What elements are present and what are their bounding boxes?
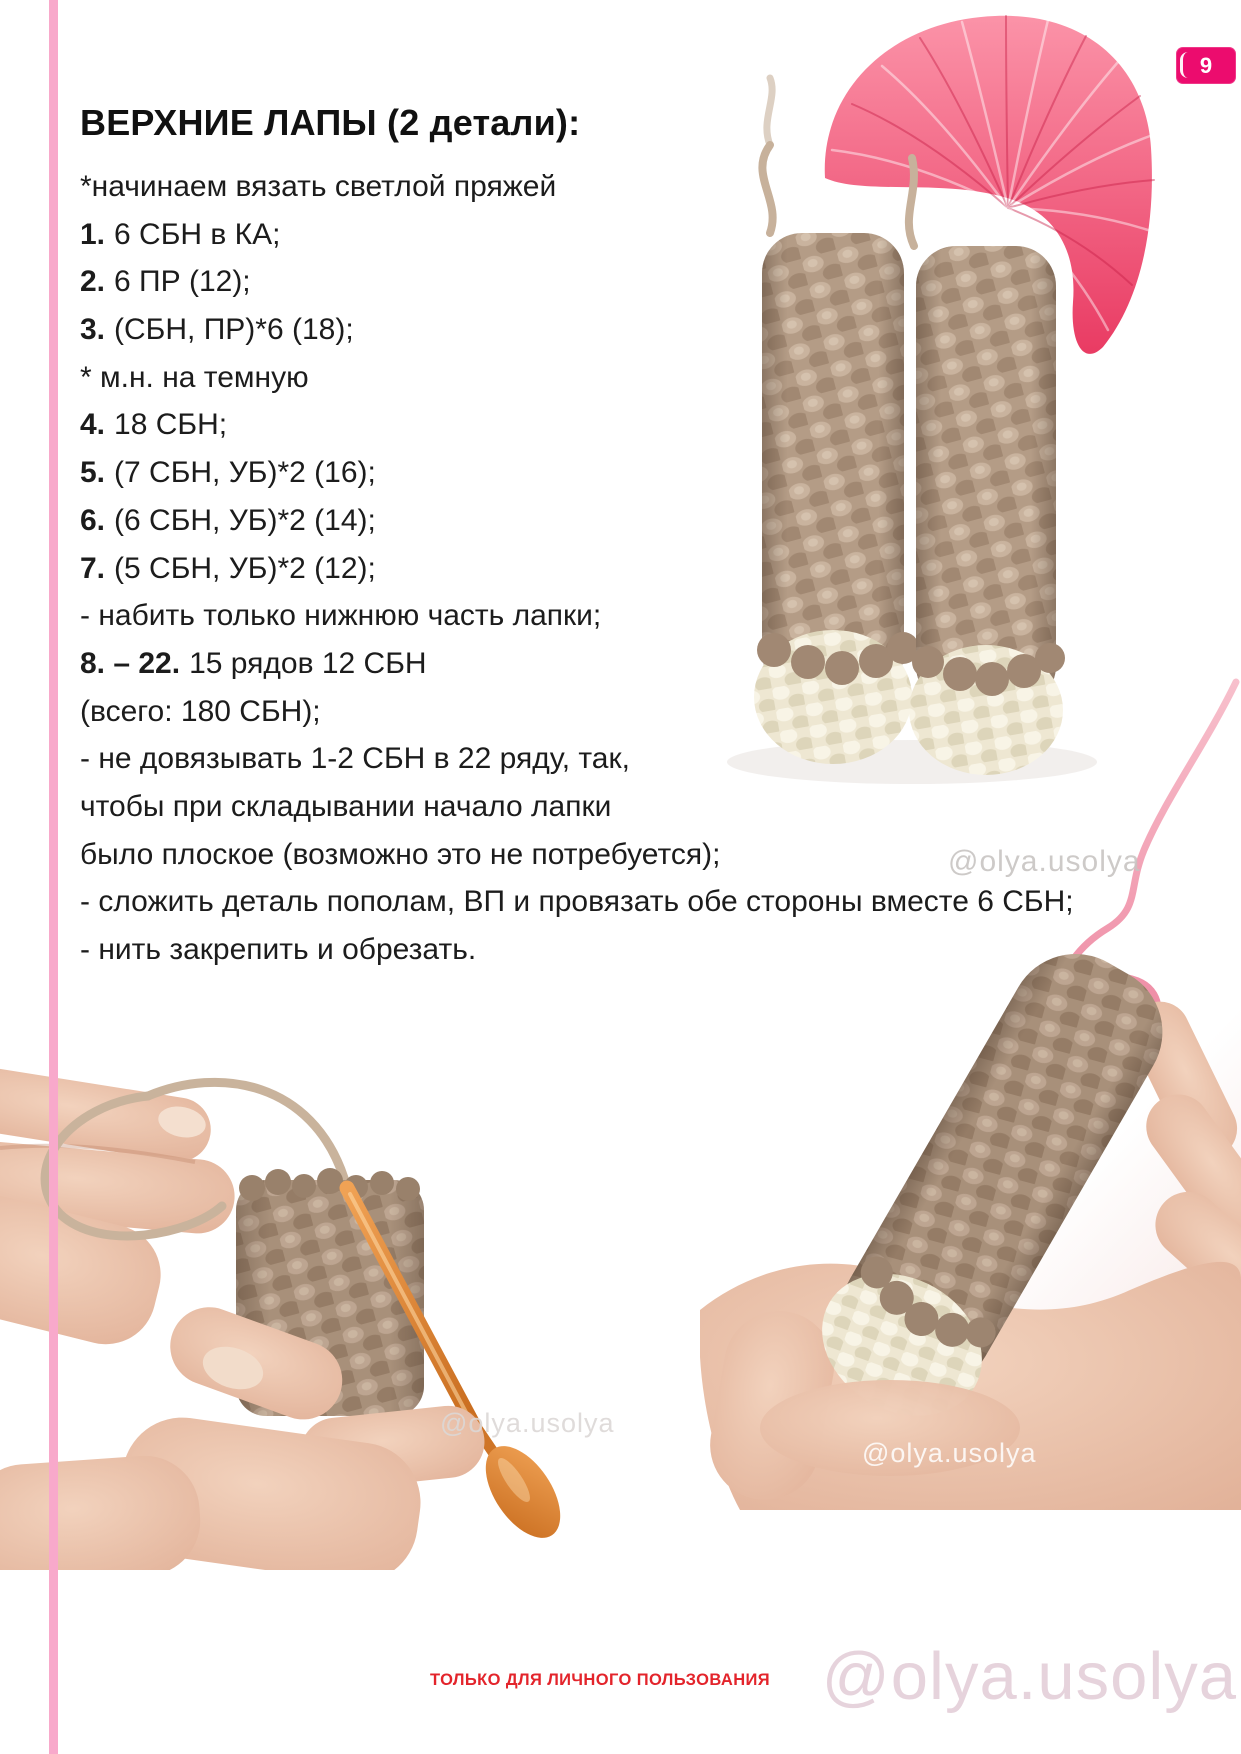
row-text: (6 СБН, УБ)*2 (14);: [114, 503, 376, 537]
instruction-line: [80, 170, 1074, 218]
row-text: (СБН, ПР)*6 (18);: [114, 313, 354, 347]
instruction-line: [80, 885, 1074, 933]
section-title: ВЕРХНИЕ ЛАПЫ (2 детали):: [80, 102, 581, 143]
left-accent-stripe: [49, 0, 58, 1754]
row-text: 18 СБН;: [114, 408, 228, 442]
instruction-line: [80, 552, 1074, 600]
instruction-line: [80, 361, 1074, 409]
page-number: 9: [1199, 52, 1213, 78]
row-text: (всего: 180 СБН);: [80, 694, 321, 728]
instruction-line: [80, 790, 1074, 838]
instruction-line: [80, 408, 1074, 456]
instruction-line: [80, 647, 1074, 695]
watermark: @olya.usolya: [948, 845, 1141, 878]
author-watermark: @olya.usolya: [821, 1639, 1237, 1714]
row-number: 3.: [80, 313, 106, 347]
photo-crocheting-hands: [0, 1030, 630, 1570]
badge-accent-arc: [1180, 52, 1195, 78]
row-text: 6 СБН в КА;: [114, 217, 281, 251]
instruction-line: [80, 504, 1074, 552]
instruction-line: [80, 742, 1074, 790]
instruction-line: [80, 933, 1074, 981]
page-number-badge: [1176, 47, 1236, 84]
row-text: - не довязывать 1-2 СБН в 22 ряду, так,: [80, 742, 630, 776]
row-text: чтобы при складывании начало лапки: [80, 789, 612, 823]
watermark: @olya.usolya: [440, 1408, 615, 1438]
row-text: (5 СБН, УБ)*2 (12);: [114, 551, 376, 585]
instruction-line: [80, 838, 1074, 886]
instruction-line: [80, 695, 1074, 743]
row-number: 2.: [80, 265, 106, 299]
paw-in-hand-illustration: [700, 950, 1241, 1510]
row-text: - сложить деталь пополам, ВП и провязать обе стороны вместе 6 СБН;: [80, 885, 1074, 919]
row-number: 5.: [80, 456, 106, 490]
row-text: - набить только нижнюю часть лапки;: [80, 599, 602, 633]
instruction-list: [80, 170, 1074, 981]
row-text: было плоское (возможно это не потребуется);: [80, 837, 721, 871]
row-number: 4.: [80, 408, 106, 442]
crocheting-illustration: [0, 1030, 630, 1570]
row-number: 7.: [80, 551, 106, 585]
row-text: (7 СБН, УБ)*2 (16);: [114, 456, 376, 490]
row-number: 6.: [80, 503, 106, 537]
row-text: 15 рядов 12 СБН: [189, 646, 427, 680]
row-text: * м.н. на темную: [80, 360, 309, 394]
row-number: 8. – 22.: [80, 646, 181, 680]
row-text: 6 ПР (12);: [114, 265, 251, 299]
instruction-line: [80, 599, 1074, 647]
instructions-block: [80, 102, 1074, 981]
instruction-line: [80, 218, 1074, 266]
watermark: @olya.usolya: [862, 1438, 1037, 1468]
personal-use-notice: ТОЛЬКО ДЛЯ ЛИЧНОГО ПОЛЬЗОВАНИЯ: [430, 1671, 771, 1689]
photo-paw-in-hand: [700, 950, 1241, 1510]
instruction-line: [80, 456, 1074, 504]
row-text: - нить закрепить и обрезать.: [80, 933, 477, 966]
row-number: 1.: [80, 217, 106, 251]
instruction-line: [80, 265, 1074, 313]
row-text: *начинаем вязать светлой пряжей: [80, 170, 557, 203]
instruction-line: [80, 313, 1074, 361]
